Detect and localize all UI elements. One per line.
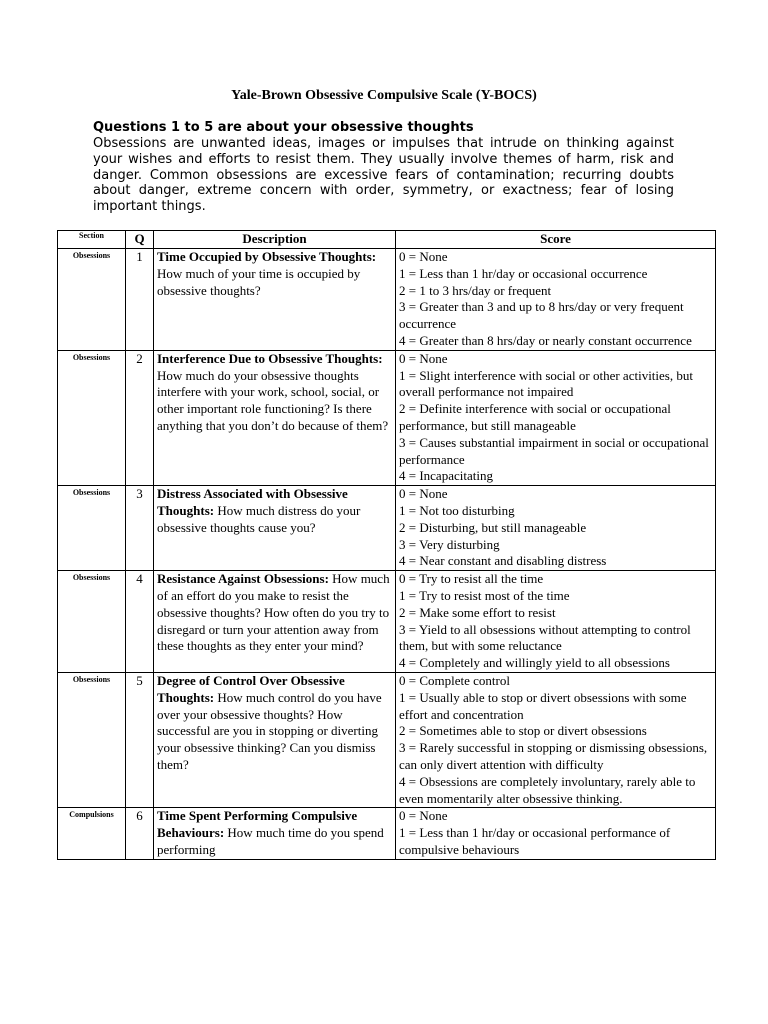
score-option: 0 = None xyxy=(399,350,448,366)
score-option: 1 = Less than 1 hr/day or occasional performance of compulsive behaviours xyxy=(399,825,671,857)
table-row xyxy=(58,672,716,807)
row-description xyxy=(154,486,396,571)
row-description-text: How much control do you have over your obsessive thoughts? How successful are you in stopping or diverting your obsessive thinking? Can you dismiss them? xyxy=(157,689,382,772)
row-description xyxy=(154,571,396,673)
header-section: Section xyxy=(58,231,126,249)
row-description-title: Time Spent Performing Compulsive Behaviours: xyxy=(157,808,358,841)
row-question-number: 1 xyxy=(126,249,154,351)
row-section: Compulsions xyxy=(58,808,126,859)
score-option: 1 = Try to resist most of the time xyxy=(399,587,570,603)
row-section: Obsessions xyxy=(58,571,126,673)
table-row xyxy=(58,486,716,571)
row-section: Obsessions xyxy=(58,672,126,807)
row-description-title: Resistance Against Obsessions: xyxy=(157,571,329,587)
score-option: 3 = Causes substantial impairment in social or occupational performance xyxy=(399,434,709,467)
row-description-text: How much do your obsessive thoughts interfere with your work, school, social, or other important role functioning? Is there anything that you don’t do because of them? xyxy=(157,367,389,433)
row-score xyxy=(396,808,716,859)
score-option: 3 = Rarely successful in stopping or dismissing obsessions, can only divert attention with difficulty xyxy=(399,740,708,772)
score-option: 4 = Greater than 8 hrs/day or nearly constant occurrence xyxy=(399,332,692,348)
score-option: 3 = Yield to all obsessions without attempting to control them, but with some reluctance xyxy=(399,621,691,654)
score-option: 2 = Make some effort to resist xyxy=(399,604,556,620)
row-description-title: Degree of Control Over Obsessive Thoughts: xyxy=(157,672,345,705)
row-description-title: Time Occupied by Obsessive Thoughts: xyxy=(157,249,377,264)
header-description: Description xyxy=(154,231,396,249)
score-option: 2 = 1 to 3 hrs/day or frequent xyxy=(399,282,552,298)
row-description-text: How much of your time is occupied by obsessive thoughts? xyxy=(157,265,361,298)
score-option: 1 = Slight interference with social or other activities, but overall performance not impaired xyxy=(399,367,693,400)
score-option: 1 = Not too disturbing xyxy=(399,502,515,518)
row-score xyxy=(396,249,716,351)
row-score xyxy=(396,486,716,571)
header-score: Score xyxy=(396,231,716,249)
row-description xyxy=(154,249,396,351)
score-option: 2 = Definite interference with social or occupational performance, but still manageable xyxy=(399,401,671,433)
intro-section xyxy=(93,120,674,215)
intro-heading: Questions 1 to 5 are about your obsessive thoughts xyxy=(93,120,474,135)
row-description-title: Interference Due to Obsessive Thoughts: xyxy=(157,350,383,366)
row-question-number: 3 xyxy=(126,486,154,571)
score-option: 1 = Usually able to stop or divert obsessions with some effort and concentration xyxy=(399,689,687,722)
score-option: 2 = Sometimes able to stop or divert obsessions xyxy=(399,723,647,739)
intro-body: Obsessions are unwanted ideas, images or impulses that intrude on thinking against your wishes and efforts to resist them. They usually involve themes of harm, risk and danger. Common obsessions are excessive fears of contamination; recurring doubts about danger, extreme concern with order, symmetry, or exactness; fear of losing important things. xyxy=(93,136,674,215)
row-section: Obsessions xyxy=(58,249,126,351)
row-score xyxy=(396,350,716,485)
score-option: 1 = Less than 1 hr/day or occasional occurrence xyxy=(399,265,648,281)
score-option: 3 = Greater than 3 and up to 8 hrs/day or very frequent occurrence xyxy=(399,299,684,332)
row-score xyxy=(396,571,716,673)
score-option: 4 = Completely and willingly yield to all obsessions xyxy=(399,655,670,671)
row-question-number: 2 xyxy=(126,350,154,485)
row-section: Obsessions xyxy=(58,350,126,485)
page-title: Yale-Brown Obsessive Compulsive Scale (Y-BOCS) xyxy=(231,88,537,103)
score-option: 0 = Try to resist all the time xyxy=(399,571,544,587)
table-row xyxy=(58,249,716,351)
row-description-text: How much of an effort do you make to resist the obsessive thoughts? How often do you try to disregard or turn your attention away from these thoughts as they enter your mind? xyxy=(157,571,390,654)
table-row xyxy=(58,350,716,485)
row-score xyxy=(396,672,716,807)
row-description-text: How much distress do your obsessive thoughts cause you? xyxy=(157,502,361,535)
table-row xyxy=(58,571,716,673)
score-option: 3 = Very disturbing xyxy=(399,536,500,552)
row-section: Obsessions xyxy=(58,486,126,571)
row-description-title: Distress Associated with Obsessive Thoughts: xyxy=(157,486,348,518)
score-option: 4 = Near constant and disabling distress xyxy=(399,553,607,569)
row-question-number: 6 xyxy=(126,808,154,859)
table-header-row xyxy=(58,231,716,249)
ybocs-table xyxy=(57,230,716,860)
row-question-number: 4 xyxy=(126,571,154,673)
row-description xyxy=(154,672,396,807)
score-option: 0 = Complete control xyxy=(399,672,510,688)
score-option: 4 = Incapacitating xyxy=(399,468,493,484)
score-option: 2 = Disturbing, but still manageable xyxy=(399,519,587,535)
row-question-number: 5 xyxy=(126,672,154,807)
score-option: 0 = None xyxy=(399,249,448,264)
score-option: 0 = None xyxy=(399,808,448,824)
row-description xyxy=(154,350,396,485)
row-description xyxy=(154,808,396,859)
table-row xyxy=(58,808,716,859)
row-description-text: How much time do you spend performing xyxy=(157,825,384,857)
score-option: 0 = None xyxy=(399,486,448,502)
header-q: Q xyxy=(126,231,154,249)
score-option: 4 = Obsessions are completely involuntary, rarely able to even momentarily alter obsessive thinking. xyxy=(399,773,696,806)
